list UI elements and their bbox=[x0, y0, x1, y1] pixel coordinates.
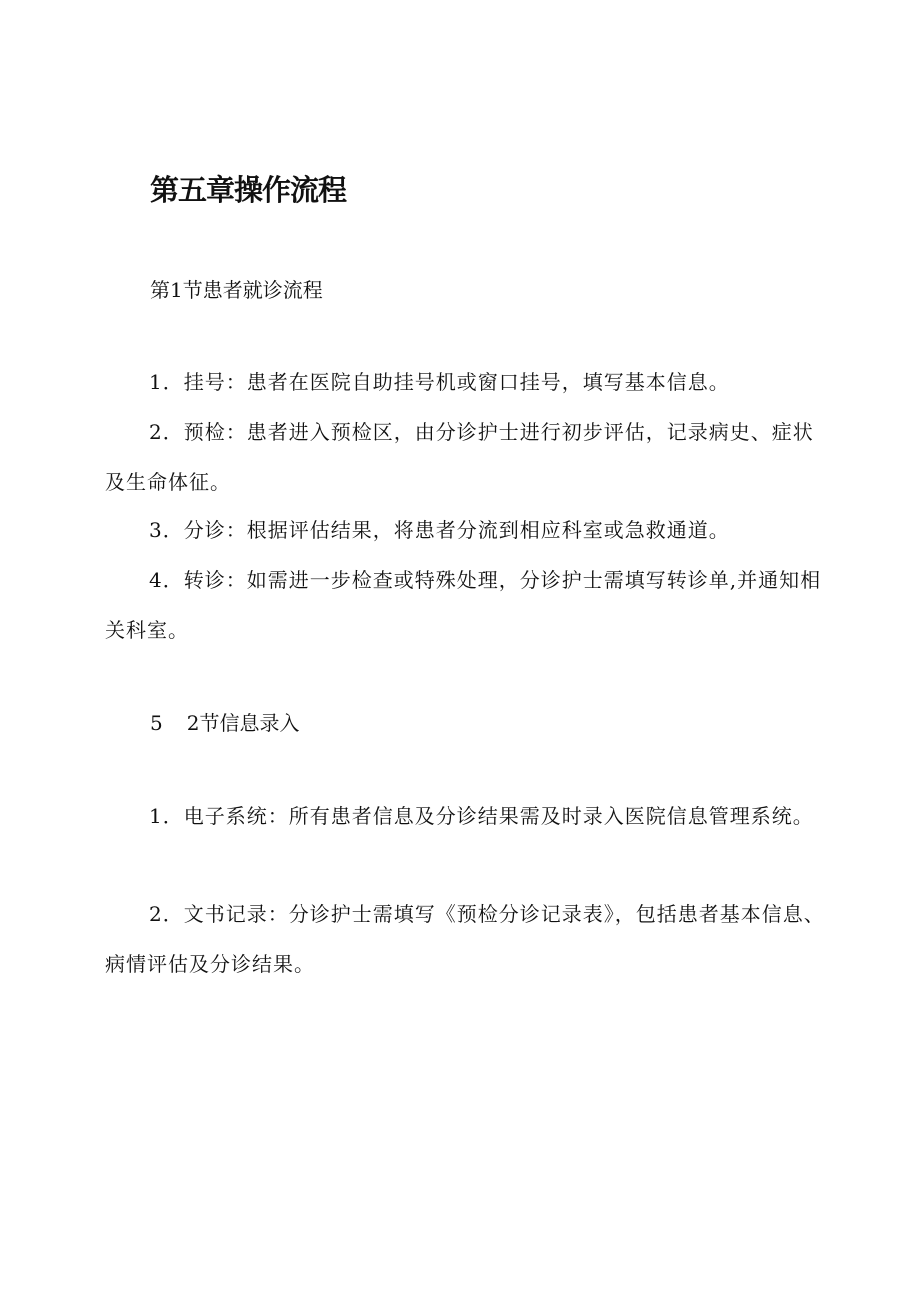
paragraph-paper-records: 2．文书记录：分诊护士需填写《预检分诊记录表》，包括患者基本信息、病情评估及分诊结果。 bbox=[105, 902, 825, 976]
paragraph-triage: 3．分诊：根据评估结果，将患者分流到相应科室或急救通道。 bbox=[149, 518, 730, 542]
paragraph-referral: 4．转诊：如需进一步检查或特殊处理，分诊护士需填写转诊单,并通知相关科室。 bbox=[105, 568, 822, 642]
paragraph-pre-check: 2．预检：患者进入预检区，由分诊护士进行初步评估，记录病史、症状及生命体征。 bbox=[105, 420, 814, 494]
section-heading-info-entry bbox=[150, 707, 299, 736]
paragraph-electronic-system: 1．电子系统：所有患者信息及分诊结果需及时录入医院信息管理系统。 bbox=[149, 804, 814, 828]
section-heading-patient-flow: 第1节患者就诊流程 bbox=[150, 278, 323, 302]
paragraph-registration: 1．挂号：患者在医院自助挂号机或窗口挂号，填写基本信息。 bbox=[149, 370, 730, 394]
section-number: 5 bbox=[150, 711, 163, 735]
chapter-title: 第五章操作流程 bbox=[150, 173, 347, 207]
section-heading-text: 2节信息录入 bbox=[186, 711, 300, 735]
